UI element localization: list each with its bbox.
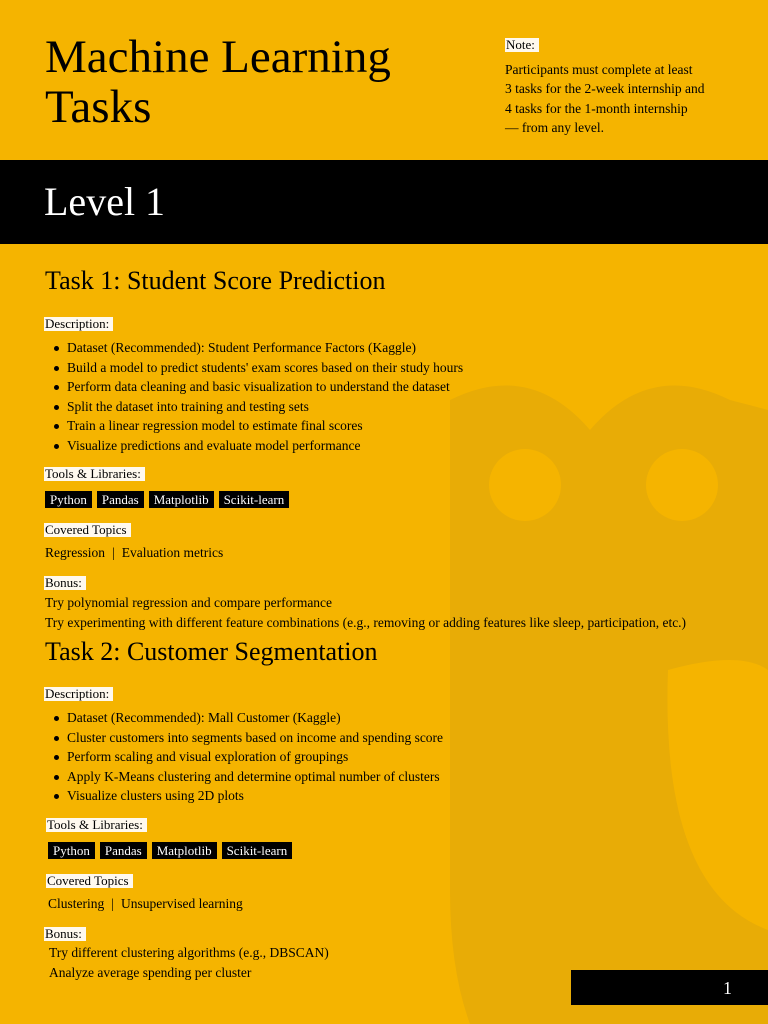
tool-tag-matplotlib: Matplotlib xyxy=(152,842,217,859)
bonus-item: Try different clustering algorithms (e.g., DBSCAN) xyxy=(49,945,329,960)
list-item: Perform scaling and visual exploration of groupings xyxy=(45,747,443,767)
task-2-tools-label: Tools & Libraries: xyxy=(46,818,147,832)
topic-separator: | xyxy=(112,545,115,560)
page-number-box xyxy=(571,970,768,1005)
bonus-item: Analyze average spending per cluster xyxy=(49,964,252,980)
tool-tag-pandas: Pandas xyxy=(100,842,147,859)
task-1-description-list xyxy=(45,338,463,455)
task-1-bonus-label: Bonus: xyxy=(44,576,86,590)
tool-tag-scikit-learn: Scikit-learn xyxy=(219,491,290,508)
task-1-tools-label: Tools & Libraries: xyxy=(44,467,145,481)
list-item: Cluster customers into segments based on income and spending score xyxy=(45,728,443,748)
task-2-topics-label: Covered Topics xyxy=(46,874,133,888)
topic: Clustering xyxy=(48,896,105,911)
level-title: Level 1 xyxy=(44,179,166,224)
topic-separator: | xyxy=(111,896,114,911)
bonus-item: Try polynomial regression and compare performance xyxy=(45,595,333,610)
tool-tag-python: Python xyxy=(48,842,95,859)
note-line: Participants must complete at least xyxy=(505,62,693,77)
tool-tag-pandas: Pandas xyxy=(97,491,144,508)
note-line: 4 tasks for the 1-month internship xyxy=(505,100,688,116)
tool-tag-scikit-learn: Scikit-learn xyxy=(222,842,293,859)
task-2-description-label: Description: xyxy=(44,687,113,701)
task-2-bonus xyxy=(49,943,329,982)
note-line: 3 tasks for the 2-week internship and xyxy=(505,81,705,97)
bonus-item: Try experimenting with different feature combinations (e.g., removing or adding features like sleep, participation, etc.) xyxy=(45,614,687,630)
topic: Unsupervised learning xyxy=(120,896,243,911)
list-item: Build a model to predict students' exam scores based on their study hours xyxy=(45,358,463,378)
task-1-bonus xyxy=(45,593,686,632)
task-2-topics xyxy=(48,895,243,913)
list-item: Perform data cleaning and basic visualization to understand the dataset xyxy=(45,377,463,397)
task-2-title: Task 2: Customer Segmentation xyxy=(45,637,378,666)
task-2-tools xyxy=(48,842,292,859)
task-1-topics xyxy=(45,544,223,562)
note-line: — from any level. xyxy=(505,119,604,135)
task-1-topics-label: Covered Topics xyxy=(44,523,131,537)
list-item: Dataset (Recommended): Mall Customer (Kaggle) xyxy=(45,708,443,728)
page-number: 1 xyxy=(723,978,732,998)
level-band xyxy=(0,160,768,244)
list-item: Visualize clusters using 2D plots xyxy=(45,786,443,806)
list-item: Apply K-Means clustering and determine optimal number of clusters xyxy=(45,767,443,787)
task-2-bonus-label: Bonus: xyxy=(44,927,86,941)
list-item: Visualize predictions and evaluate model performance xyxy=(45,436,463,456)
list-item: Dataset (Recommended): Student Performance Factors (Kaggle) xyxy=(45,338,463,358)
tool-tag-python: Python xyxy=(45,491,92,508)
note-label: Note: xyxy=(505,38,539,52)
topic: Regression xyxy=(45,545,105,560)
page-title: Machine Learning Tasks xyxy=(45,31,391,133)
task-1-tools xyxy=(45,491,289,508)
note-box xyxy=(505,36,755,137)
list-item: Train a linear regression model to estimate final scores xyxy=(45,416,463,436)
note-text xyxy=(505,60,755,137)
list-item: Split the dataset into training and testing sets xyxy=(45,397,463,417)
topic: Evaluation metrics xyxy=(121,545,224,560)
tool-tag-matplotlib: Matplotlib xyxy=(149,491,214,508)
task-1-title: Task 1: Student Score Prediction xyxy=(45,266,386,295)
task-2-description-list xyxy=(45,708,443,806)
task-1-description-label: Description: xyxy=(44,317,113,331)
